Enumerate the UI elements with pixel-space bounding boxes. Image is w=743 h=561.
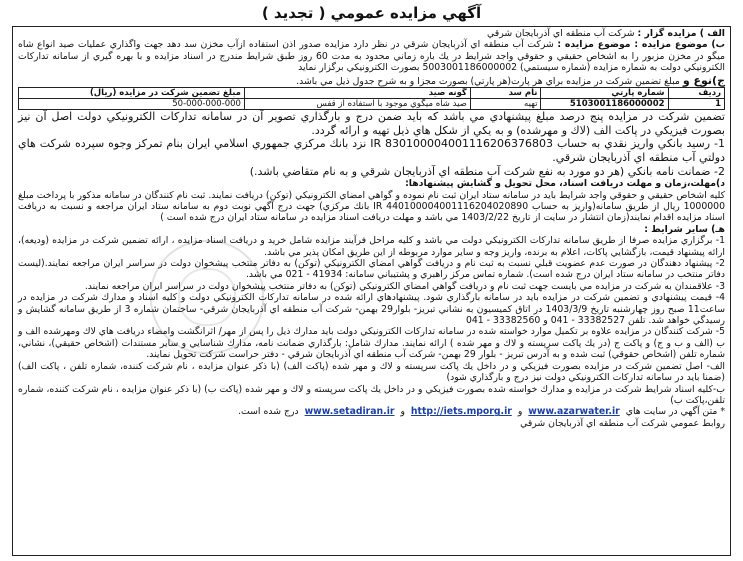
table-cell: تهيه xyxy=(470,99,541,110)
section-a-label: الف ) مزايده گزار : xyxy=(637,28,725,39)
table-cell: 5103001186000002 xyxy=(541,99,668,110)
section-c xyxy=(18,74,725,88)
section-d-text: كليه اشخاص حقيقي و حقوقي واجد شرايط بايد در سامانه ستاد ايران ثبت نام نموده و گواهي امضاي الكترونيكي (توكن) دريافت نمايند. ثبت نام كنندگان در سامانه مذكور با پرداخت مبلغ 1000000 ريال از طريق سامانه(واريز به حساب IR 440100004001116204020890 بانك مركزي) جهت درج آگهي نوبت دوم به سامانه ستاد ايران مراجعه و نسبت به دريافت اسناد مزايده اقدام نمايند(زمان انتشار در سايت از تاريخ 1403/2/22 مي باشد و مهلت دريافت اسناد مزايده در سامانه ستاد ايران درج شده است ) xyxy=(18,189,725,224)
table-header-cell: مبلغ تضمين شركت در مزايده (ريال) xyxy=(19,88,245,99)
section-a xyxy=(18,28,725,39)
guarantee-table xyxy=(18,87,725,110)
table-row xyxy=(19,99,725,110)
condition-item: 3- علاقمندان به شركت در مزايده مي بايست جهت ثبت نام و دريافت گواهي امضاي الكترونيكي (توكن) به دفاتر منتخب پيشخوان دولت در سراسر ايران مراجعه نمايند. xyxy=(84,280,725,292)
website-link-azarwater[interactable]: www.azarwater.ir xyxy=(528,406,620,418)
footer-signature: روابط عمومي شركت آب منطقه اي آذربايجان شرقي xyxy=(520,417,725,429)
condition-item: 2- پيشنهاد دهندگان در صورت عدم عضويت قبلي نسبت به ثبت نام و دريافت گواهي امضاي الكترونيكي (توكن) به دفاتر منتخب پيشخوان دولت در سراسر ايران مراجعه نمايند.(ليست دفاتر منتخب در سامانه ستاد ايران درج شده است). شماره تماس مركز راهبري و پشتيباني سامانه: 41934 - 021 مي باشد. xyxy=(18,258,725,281)
condition-item: 5- شركت كنندگان در مزايده علاوه بر تكميل موارد خواسته شده در سامانه تداركات الكترونيكي دولت بايد مدارك ذيل را پس از مهر/ اثرانگشت وامضاء دريافت هاي لاك ومهرشده الف و ب (الف و ب و ج) و پاكت ج (در يك پاكت سرپسته و لاك و مهر شده ) ارائه نمايند. مدارك شامل: بارگذاري ضمانت نامه، مدارك شناسايي و ساير مستندات (اشخاص حقيقي)، نشاني، شماره تلفن (اشخاص حقوقي) ثبت شده و به آدرس تبريز - بلوار 29 بهمن- شركت آب منطقه اي آذربايجان شرقي - دفتر حراست شركت تحويل نمايند. xyxy=(18,326,725,361)
table-header-cell: گونه صيد xyxy=(244,88,470,99)
envelope-alef: الف- اصل تضمين شركت در مزايده بصورت فيزيكي و در داخل يك پاكت سرپسته و لاك و مهر شده (پاكت الف) (با ذكر عنوان مزايده ، نام شركت كننده، شماره تلفن ، پاكت الف) (ضمنا بايد در سامانه تداركات الكترونيكي دولت نيز درج و بارگذاري شود) xyxy=(18,360,725,384)
websites-intro: * متن آگهي در سايت هاي xyxy=(625,406,725,418)
page-title: آگهي مزايده عمومي ( تجديد ) xyxy=(261,4,482,22)
table-cell: 1 xyxy=(668,99,724,110)
table-cell: صيد شاه ميگوي موجود با استفاده از قفس xyxy=(244,99,470,110)
section-c-text: مبلغ تضمين شركت در مزايده براي هر پارت(هر پارتي) بصورت مجزا و به شرح جدول ذيل مي باشد. xyxy=(296,75,680,87)
websites-line xyxy=(18,406,725,417)
table-header-row xyxy=(19,88,725,99)
section-d-heading: د)مهلت،زمان و مهلت دريافت اسناد، محل تحويل و گشايش پيشنهادها: xyxy=(405,178,725,190)
section-b-text: شركت آب منطقه اي آذربايجان شرقي در نظر دارد مزايده صدور اذن استفاده ازآب مخزن سد دهد جهت واگذاري عمليات صيد انواع شاه ميگو در مخزن مزبور را به اشخاص حقيقي و حقوقي واجد شرايط در يك باره زماني محدود به مدت 60 روز طبق شرايط مندرج در اسناد مزايده و با بهره گيري از سامانه تداركات الكترونيكي دولت به شماره مزايده (شماره سيستمي) 5003001186000002 بصورت الكترونيكي برگزار نمايد xyxy=(18,39,726,74)
notice-body xyxy=(18,28,725,429)
section-b xyxy=(18,39,725,73)
websites-outro: درج شده است. xyxy=(238,406,299,418)
website-link-iets[interactable]: http://iets.mporg.ir xyxy=(410,406,512,418)
guarantee-item-2: 2- ضمانت نامه بانكي (هر دو مورد به نفع شركت آب منطقه اي آذربايجان شرقي و به نام متقاضي باشد.) xyxy=(249,164,725,178)
envelope-be: ب-كليه اسناد شرايط شركت در مزايده و مدارك خواسته شده بصورت فيزيكي و در داخل يك پاكت سرپسته و لاك و مهر شده (پاكت ب) (با ذكر عنوان مزايده ، نام شركت كننده، شماره تلفن،پاكت ب) xyxy=(18,383,725,406)
website-link-setadiran[interactable]: www.setadiran.ir xyxy=(304,406,395,418)
guarantee-item-1: 1- رسيد بانكي واريز نقدي به حساب IR 830100004001116206376803 نزد بانك مركزي جمهوري اسلامي ايران بنام تمركز وجوه سپرده شركت هاي دولتي آب منطقه اي آذربايجان شرقي. xyxy=(18,137,725,164)
websites-separator: و xyxy=(400,406,405,418)
table-header-cell: شماره پارتي xyxy=(541,88,668,99)
section-b-label: ب) موضوع مزايده : موضوع مزايده : xyxy=(557,39,726,51)
websites-separator: و xyxy=(517,406,523,418)
condition-item: 4- قيمت پيشنهادي و تضمين شركت در مزايده بايد در سامانه بارگذاري شود. پيشنهادهاي ارائه شده در سامانه تداركات الكترونيكي دولت و كليه اسناد و مدارك شركت در مزايده در ساعت11 صبح روز چهارشنبه تاريخ 1403/3/9 در اتاق كميسيون به نشاني تبريز- بلوار29 بهمن- شركت آب منطقه اي آذربايجان شرقي- ساختمان شماره 3 از طريق سامانه گشايش و رسيدگي خواهد شد. تلفن 33382527 - 041 و 33382560 - 041 xyxy=(18,292,726,327)
table-header-cell: نام سد xyxy=(470,88,541,99)
section-a-text: شركت آب منطقه اي آذربايجان شرقي xyxy=(487,28,635,39)
section-c-label: ج)نوع و xyxy=(682,73,725,87)
guarantee-paragraph: تضمين شركت در مزايده پنج درصد مبلغ پيشنهادي مي باشد كه بايد ضمن درج و بارگذاري تصوير آن در سامانه تداركات الكترونيكي دولت اصل آن نيز بصورت فيزيكي در پاكت الف (لاك و مهرشده) و به يكي از شكل هاي ذيل تهيه و ارائه گردد. xyxy=(18,110,725,137)
condition-item: 1- برگزاري مزايده صرفا از طريق سامانه تداركات الكترونيكي دولت مي باشد و كليه مراحل فرآيند مزايده شامل خريد و دريافت اسناد مزايده ، ارائه تضمين شركت در مزايده (وديعه)، ارائه پيشنهاد قيمت، بازگشايي پاكات، اعلام به برنده، واريز وجه و ساير موارد مربوطه از اين طريق امكان پذير مي باشد. xyxy=(18,235,725,258)
table-cell: 50-000-000-000 xyxy=(19,99,245,110)
table-header-cell: رديف xyxy=(668,88,724,99)
section-h-heading: هـ) ساير شرايط : xyxy=(644,223,725,235)
